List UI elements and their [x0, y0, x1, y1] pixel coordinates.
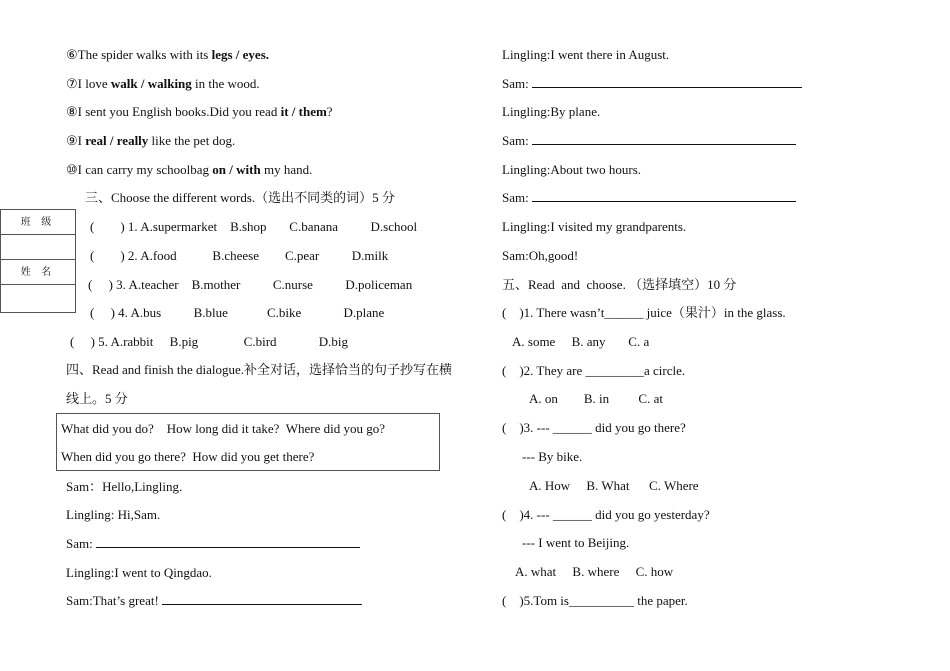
bold-choice: real / really — [85, 133, 149, 148]
mc-question-5: ( )5.Tom is__________ the paper. — [502, 593, 688, 608]
dialogue-line: Lingling: Hi,Sam. — [66, 507, 161, 522]
mc-answer-3: --- By bike. — [522, 449, 583, 464]
mc-question-4: ( )4. --- ______ did you go yesterday? — [502, 507, 710, 522]
answer-blank[interactable] — [532, 76, 802, 88]
sentence-bank-line-1: What did you do? How long did it take? Where did you go? — [61, 421, 385, 436]
class-field[interactable] — [1, 235, 75, 260]
section-4-title-cont: 线上。5 分 — [66, 391, 128, 406]
bold-choice: it / them — [280, 104, 327, 119]
section-4-title: 四、Read and finish the dialogue.补全对话，选择恰当的句子抄写在横 — [66, 362, 452, 377]
choose-item-1: ( ) 1. A.supermarket B.shop C.banana D.school — [90, 219, 418, 234]
dialogue-line: Lingling:I went to Qingdao. — [66, 565, 212, 580]
mc-options-2: A. on B. in C. at — [529, 391, 663, 406]
name-field[interactable] — [1, 285, 75, 312]
dialogue-speaker: Sam:That’s great! — [66, 593, 163, 608]
class-name-table — [0, 209, 76, 313]
dialogue-speaker: Sam: — [66, 536, 96, 551]
choose-item-4: ( ) 4. A.bus B.blue C.bike D.plane — [90, 305, 385, 320]
choose-item-3: ( ) 3. A.teacher B.mother C.nurse D.policeman — [88, 277, 413, 292]
question-text: my hand. — [260, 162, 313, 177]
question-text: ⑨I — [66, 133, 86, 148]
answer-blank[interactable] — [532, 133, 796, 145]
answer-blank[interactable] — [532, 190, 796, 202]
dialogue-line: Lingling:I visited my grandparents. — [502, 219, 687, 234]
bold-choice: walk / walking — [110, 76, 192, 91]
section-5-title: 五、Read and choose. （选择填空）10 分 — [502, 277, 737, 292]
dialogue-line — [66, 593, 362, 609]
mc-question-1: ( )1. There wasn’t______ juice（果汁）in the glass. — [502, 305, 786, 320]
question-text: ⑧I sent you English books.Did you read — [66, 104, 281, 119]
name-label: 姓 名 — [1, 260, 75, 285]
bold-choice: legs / eyes. — [211, 47, 270, 62]
question-10 — [66, 162, 312, 178]
mc-options-1: A. some B. any C. a — [512, 334, 650, 349]
question-text: like the pet dog. — [148, 133, 236, 148]
bold-choice: on / with — [212, 162, 261, 177]
mc-options-4: A. what B. where C. how — [515, 564, 674, 579]
mc-options-3: A. How B. What C. Where — [529, 478, 699, 493]
choose-item-2: ( ) 2. A.food B.cheese C.pear D.milk — [90, 248, 389, 263]
dialogue-line: Sam:Oh,good! — [502, 248, 579, 263]
answer-blank[interactable] — [96, 536, 360, 548]
question-9 — [66, 133, 235, 149]
dialogue-line: Lingling:I went there in August. — [502, 47, 670, 62]
dialogue-line — [502, 190, 796, 206]
question-text: ⑦I love — [66, 76, 111, 91]
question-6 — [66, 47, 269, 63]
question-text: ⑥The spider walks with its — [66, 47, 212, 62]
dialogue-line — [66, 536, 360, 552]
class-label: 班 级 — [1, 210, 75, 235]
section-3-title: 三、Choose the different words.（选出不同类的词）5 分 — [85, 190, 395, 205]
dialogue-speaker: Sam: — [502, 76, 532, 91]
mc-question-2: ( )2. They are _________a circle. — [502, 363, 686, 378]
question-text: in the wood. — [191, 76, 260, 91]
mc-answer-4: --- I went to Beijing. — [522, 535, 630, 550]
dialogue-speaker: Sam: — [502, 190, 532, 205]
sentence-bank-line-2: When did you go there? How did you get there? — [61, 449, 315, 464]
dialogue-line — [502, 76, 802, 92]
dialogue-speaker: Sam: — [502, 133, 532, 148]
choose-item-5: ( ) 5. A.rabbit B.pig C.bird D.big — [70, 334, 349, 349]
question-8 — [66, 104, 333, 120]
dialogue-line: Lingling:By plane. — [502, 104, 601, 119]
dialogue-line: Sam：Hello,Lingling. — [66, 479, 183, 494]
answer-blank[interactable] — [162, 593, 362, 605]
question-7 — [66, 76, 260, 92]
question-text: ? — [326, 104, 333, 119]
question-text: ⑩I can carry my schoolbag — [66, 162, 213, 177]
dialogue-line — [502, 133, 796, 149]
dialogue-line: Lingling:About two hours. — [502, 162, 642, 177]
mc-question-3: ( )3. --- ______ did you go there? — [502, 420, 686, 435]
